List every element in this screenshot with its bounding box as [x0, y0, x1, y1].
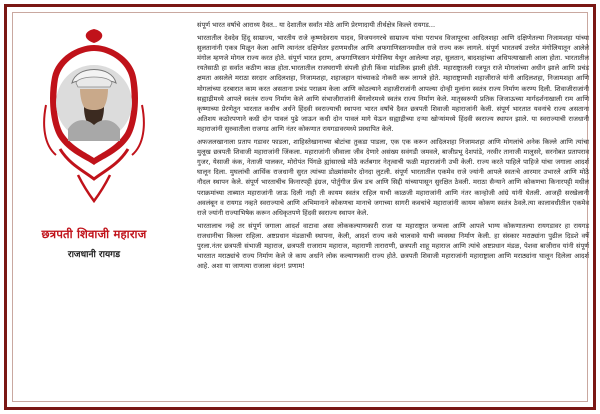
paragraph-victories: अफजलखानाला प्रताप गडावर फाडला, शाहिस्तेखानाच्या बोटांचा तुकडा पाडला, एक एक करून आदिलशहा निजामशहा आणि मोगलांचे अनेक किल्ले आणि त्यांचा मुलूख छत्रपती शिवाजी महाराजांनी जिंकला. महाराजांनी जीवाला जीव देणारे असंख्य सवंगडी जमवले, बाजीप्रभू देशपांडे, नरवीर तानाजी मालुसरे, सरनोबत प्रतापराव गुजर, येसाजी कंक, नेताजी पालकर, मोरोपंत पिंगळे ह्यांसारखे मोठे कर्तबगार नेतृत्वाची फळी महाराजांनी उभी केली. राज्य करते पाहिले पाहिजे यांचा जगाला आदर्श घालून दिला. मुघलांची आर्थिक राजधानी सुरत त्यांच्या डोळ्यांसमोर दोनदा लुटली. संपूर्ण भारतातील एकमेव राजे ज्यांनी आपले स्वतःचे आरमार उभारले आणि मोठे नौदल स्थापन केले. संपूर्ण भारताचीच किनारपट्टी इंग्रज, पोर्तुगीज फ्रेंच डच आणि सिद्दी यांच्यापासून सुरक्षित ठेवली. मराठा सैन्याने आणि कोकणचा किनारपट्टी मधील पराक्रमांच्या ताब्यात महाराजांनी जाऊ दिली नाही ती कायम स्वतंत्र राहिल याची काळजी महाराजांनी आणि नंतर कान्होजी आंग्रे यांनी घेतली. आजही सरखेलानी अवलंबून व रायगड नव्हते स्वराज्याचे आणि अभिमानाने कोकणचा मानाचे जगाच्या सागरी कवचांचे महाराजांनी कायम कोकण स्वतंत्र ठेवले.त्या कालावधीतील एकमेव राजे ज्यांनी राज्याभिषेक करून अधिकृतपणे हिंदवी स्वराज्य स्थापन केले. — [197, 138, 589, 217]
paragraph-history: भारतातील देवदेव हिंदू साम्राज्य, भारतीय राजे कृष्णदेवराय यादव, विजयनगरचे साम्राज्य यांचा पराभव विजापूरचा आदिलशहा आणि दक्षिणेतल्या निजामशहा यांच्या सुलतानांनी एकत्र मिळून केला आणि त्यानंतर दक्षिणेतर इराणमधील आणि अफगाणिस्तानमधील राजे राज्य करू लागले. संपूर्ण भारतवर्ष उत्तरेत मंगोलियातून आलेले मंगोल म्हणजे मोगल राज्य करत होते. संपूर्ण भारत इराण, अफगाणिस्तान मंगोलिया येथून आलेल्या शहा, सुलतान, बादशहांच्या अधिपत्याखाली आला होता. भारतातील रयतेसाठी हा सर्वात कठीण काळ होता.भारतातील राजघराणी संपली होती किंवा मांडलिक झाली होती. महाराष्ट्रातली रजपूत राजे मोगलांच्या अधीन झाले आणि प्रचंड क्षमता असलेले मराठा सरदार आदिलशहा, निजामशहा, शहाजहान यांच्याकडे नोकरी करू लागले होते. महाराष्ट्रामधी शहाजीराजे यांनी आदिलशहा, निजामशहा आणि मोगलांच्या दरबारात काम करत असताना प्रचंड पराक्रम केला आणि कोठल्याने शहाजीराजांनी आपल्या दोन्ही मुलांना स्वतंत्र राज्य निर्माण करण्य दिली. शिवाजीराजांनी सह्याद्रीमध्ये आपले स्वतंत्र राज्य निर्माण केले आणि संभाजीराजांनी बेंगलोरमध्ये स्वतंत्र राज्य निर्माण केले. मातृस्वरूपी प्रतिक जिजाऊच्या मार्गदर्शनाखाली राम आणि कृष्णाच्या प्रेरणेतून भारतात कधीच अर्धने हिंदवी स्वराज्याची स्थापना भारत वर्षांचे दैवत छत्रपती शिवाजी महाराजांनी केली. संपूर्ण भारतात यवनांचे राज्य असताना अतिशय कठोरपणाने कधी दोन पावलं पुढे जाऊन कधी दोन पावलं मागे येऊन सह्याद्रीच्या दऱ्या खोऱ्यांमध्ये हिंदवी स्वराज्य स्थापन झाले. या स्वराज्याची राजधानी महाराजांनी सुरुवातीला राजगड आणि नंतर कोकणात रायगडावरमध्ये प्रस्थापित केले. — [197, 34, 589, 133]
paragraph-legacy: भारतालाच नव्हे तर संपूर्ण जगाला आदर्श वाटावा असा लोककल्याणकारी राजा या महाराष्ट्रात जन्मला आणि आपले भाग्य कोकणातल्या रायगडावर हा रायगड राजधानीचा किल्ला राहिला. अष्टप्रधान मंडळाची स्थापना, केली, आदर्श राज्य कसे चालवावे याची व्यवस्था निर्माण केली. हा संस्कार मराठ्यांना पुढील दिडशे वर्षे पुरला.नंतर छत्रपती संभाजी महाराज, छत्रपती राजाराम महाराज, महाराणी ताराराणी, छत्रपती शाहू महाराज आणि त्यांचे अष्टप्रधान मंडळ, पेशवा बाजीराव यांनी संपूर्ण भारतात मराठ्यांचे राज्य निर्माण केले जे काय अर्धाने लोक कल्याणकारी राज्य होते. छत्रपती शिवाजी महाराजांनी महाराष्ट्राला आणि मराठ्यांना घालून दिलेला आदर्श आहे. अशा या जाणत्या राजाला वंदन! प्रणाम! — [197, 221, 589, 271]
page-frame — [4, 4, 596, 410]
sidebar — [23, 25, 165, 260]
article-body — [197, 20, 589, 274]
portrait-icon — [38, 25, 150, 207]
ruler-name: छत्रपती शिवाजी महाराज — [41, 227, 147, 241]
portrait-emblem — [38, 25, 150, 207]
capital-caption: राजधानी रायगड — [67, 250, 121, 260]
paragraph-intro: संपूर्ण भारत वर्षाचे आराध्य दैवत.. या देशातील सर्वांत मोठे आणि प्रेरणादायी तीर्थक्षेत्र किल्ले रायगड... — [197, 21, 436, 29]
